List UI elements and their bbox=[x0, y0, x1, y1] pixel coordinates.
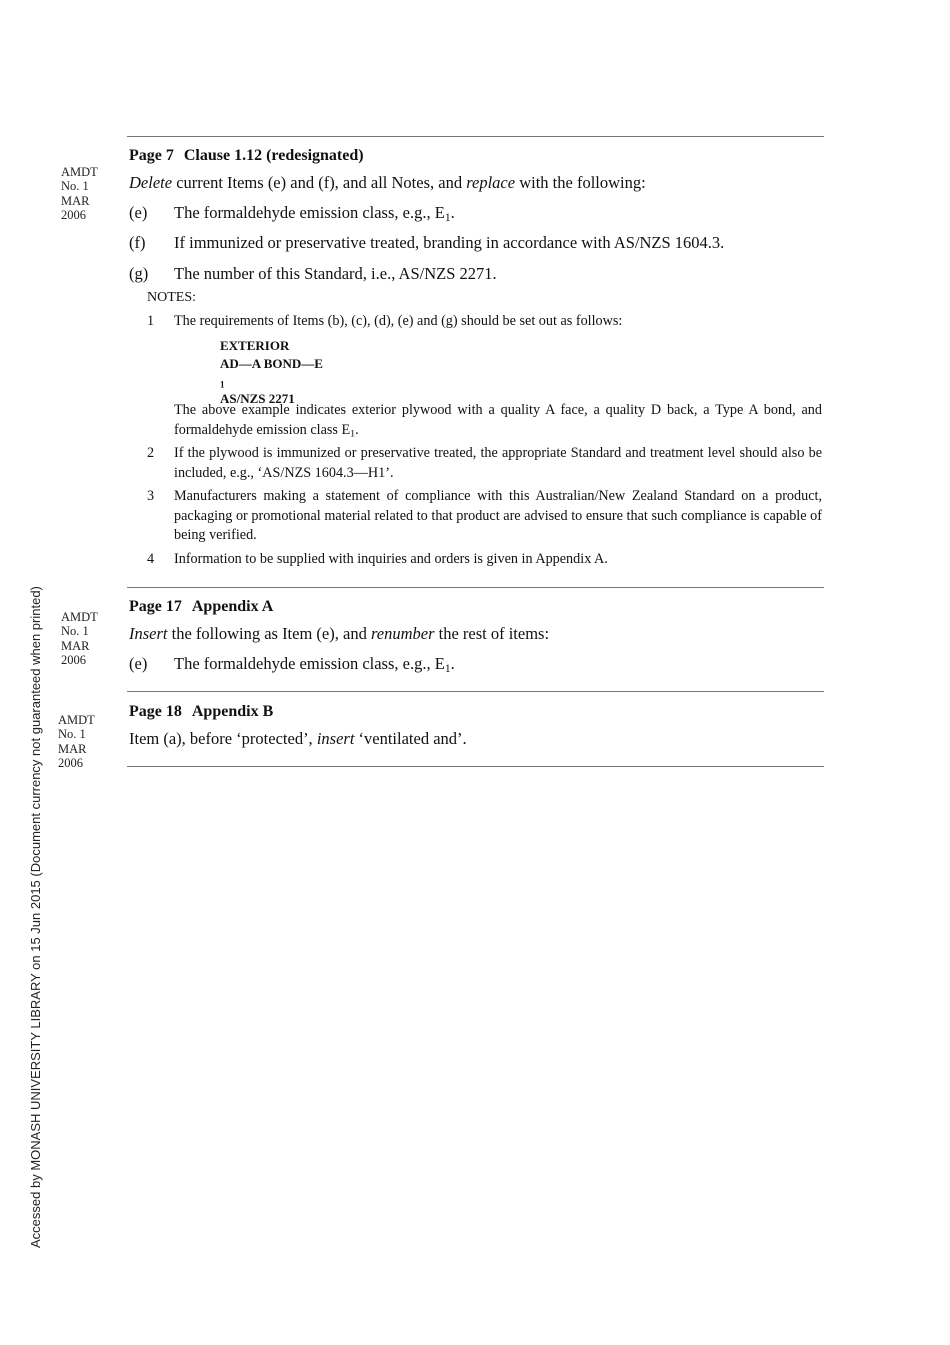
item-label: (f) bbox=[129, 233, 146, 252]
note-text: If the plywood is immunized or preservative treated, the appropriate Standard and treatment level should also be included, e.g., ‘AS/NZS 1604.3—H1’. bbox=[174, 445, 822, 481]
instruction-text: with the following: bbox=[515, 173, 646, 192]
item-text: If immunized or preservative treated, branding in accordance with AS/NZS 1604.3. bbox=[174, 233, 725, 252]
note-number: 4 bbox=[147, 551, 155, 567]
marking-example bbox=[220, 337, 323, 407]
subscript: 1 bbox=[350, 427, 356, 439]
note-number: 2 bbox=[147, 445, 155, 461]
example-line: AS/NZS 2271 bbox=[220, 390, 295, 406]
instruction-verb: renumber bbox=[370, 624, 435, 643]
heading-page-ref: Page 7 bbox=[129, 147, 174, 164]
item-text: The formaldehyde emission class, e.g., $E_1$. bbox=[174, 654, 455, 675]
amendment-mark-line: No. 1 bbox=[58, 727, 86, 742]
instruction-text: Item (a), before ‘protected’, bbox=[129, 729, 317, 748]
subscript: 1 bbox=[220, 379, 225, 390]
instruction-text: ‘ventilated and’. bbox=[354, 729, 467, 748]
note-3 bbox=[147, 487, 822, 546]
heading-page-ref: Page 18 bbox=[129, 703, 182, 720]
notes-label: NOTES: bbox=[147, 290, 196, 305]
section-divider-top bbox=[127, 136, 824, 137]
example-explanation: The above example indicates exterior plywood with a quality A face, a quality D back, a Type A bond, and formaldehyde emission class $E_1$. bbox=[174, 402, 822, 439]
item-text: The formaldehyde emission class, e.g., $E_1$. bbox=[174, 203, 455, 224]
section-heading-page18 bbox=[129, 702, 273, 722]
item-label: (e) bbox=[129, 654, 148, 673]
amendment-mark-line: No. 1 bbox=[61, 624, 89, 639]
note-1 bbox=[147, 312, 822, 332]
section-divider bbox=[127, 587, 824, 588]
note-number: 1 bbox=[147, 313, 155, 329]
amendment-mark-line: 2006 bbox=[58, 755, 83, 770]
amendment-mark-line: 2006 bbox=[61, 207, 86, 222]
heading-title: Appendix B bbox=[191, 703, 274, 720]
instruction-page18 bbox=[129, 729, 467, 749]
instruction-page17 bbox=[129, 624, 549, 644]
note-text: The requirements of Items (b), (c), (d), (e) and (g) should be set out as follows: bbox=[174, 313, 623, 329]
instruction-verb: insert bbox=[316, 729, 355, 748]
amendment-mark-line: MAR bbox=[58, 741, 87, 756]
note-text: Manufacturers making a statement of compliance with this Australian/New Zealand Standard on a product, packaging or promotional material related to that product are advised to ensure that such compliance is capable of being verified. bbox=[174, 488, 822, 543]
note-4 bbox=[147, 550, 822, 570]
amendment-mark-1 bbox=[61, 165, 111, 222]
section-heading-page7 bbox=[129, 146, 364, 166]
instruction-text: the rest of items: bbox=[434, 624, 550, 643]
amendment-mark-3 bbox=[58, 713, 108, 770]
heading-title: Clause 1.12 (redesignated) bbox=[183, 147, 364, 164]
instruction-verb: replace bbox=[466, 173, 516, 192]
amendment-mark-line: No. 1 bbox=[61, 179, 89, 194]
heading-page-ref: Page 17 bbox=[129, 598, 182, 615]
note-number: 3 bbox=[147, 488, 155, 504]
item-text: The number of this Standard, i.e., AS/NZS 2271. bbox=[174, 264, 497, 283]
item-label: (g) bbox=[129, 264, 149, 283]
instruction-text: current Items (e) and (f), and all Notes, and bbox=[172, 173, 467, 192]
amendment-mark-line: MAR bbox=[61, 638, 90, 653]
amendment-mark-line: AMDT bbox=[61, 610, 98, 624]
amendment-mark-2 bbox=[61, 610, 111, 667]
example-line: EXTERIOR bbox=[220, 338, 290, 353]
section-heading-page17 bbox=[129, 597, 273, 617]
note-2 bbox=[147, 444, 822, 483]
instruction-text: the following as Item (e), and bbox=[167, 624, 371, 643]
amendment-mark-line: AMDT bbox=[61, 165, 98, 179]
example-line: AD—A BOND—E $_1$ bbox=[220, 355, 323, 390]
heading-title: Appendix A bbox=[191, 598, 274, 615]
note-text: Information to be supplied with inquiries and orders is given in Appendix A. bbox=[174, 551, 608, 567]
instruction-verb: Delete bbox=[129, 173, 173, 192]
amendment-mark-line: MAR bbox=[61, 193, 90, 208]
access-sidebar-note: Accessed by MONASH UNIVERSITY LIBRARY on 15 Jun 2015 (Document currency not guaranteed when printed) bbox=[28, 586, 43, 1248]
item-label: (e) bbox=[129, 203, 148, 222]
amendment-mark-line: 2006 bbox=[61, 652, 86, 667]
instruction-verb: Insert bbox=[129, 624, 168, 643]
section-divider-bottom bbox=[127, 766, 824, 767]
instruction-page7 bbox=[129, 173, 646, 193]
amendment-mark-line: AMDT bbox=[58, 713, 95, 727]
section-divider bbox=[127, 691, 824, 692]
subscript: 1 bbox=[444, 211, 451, 224]
subscript: 1 bbox=[444, 662, 451, 675]
